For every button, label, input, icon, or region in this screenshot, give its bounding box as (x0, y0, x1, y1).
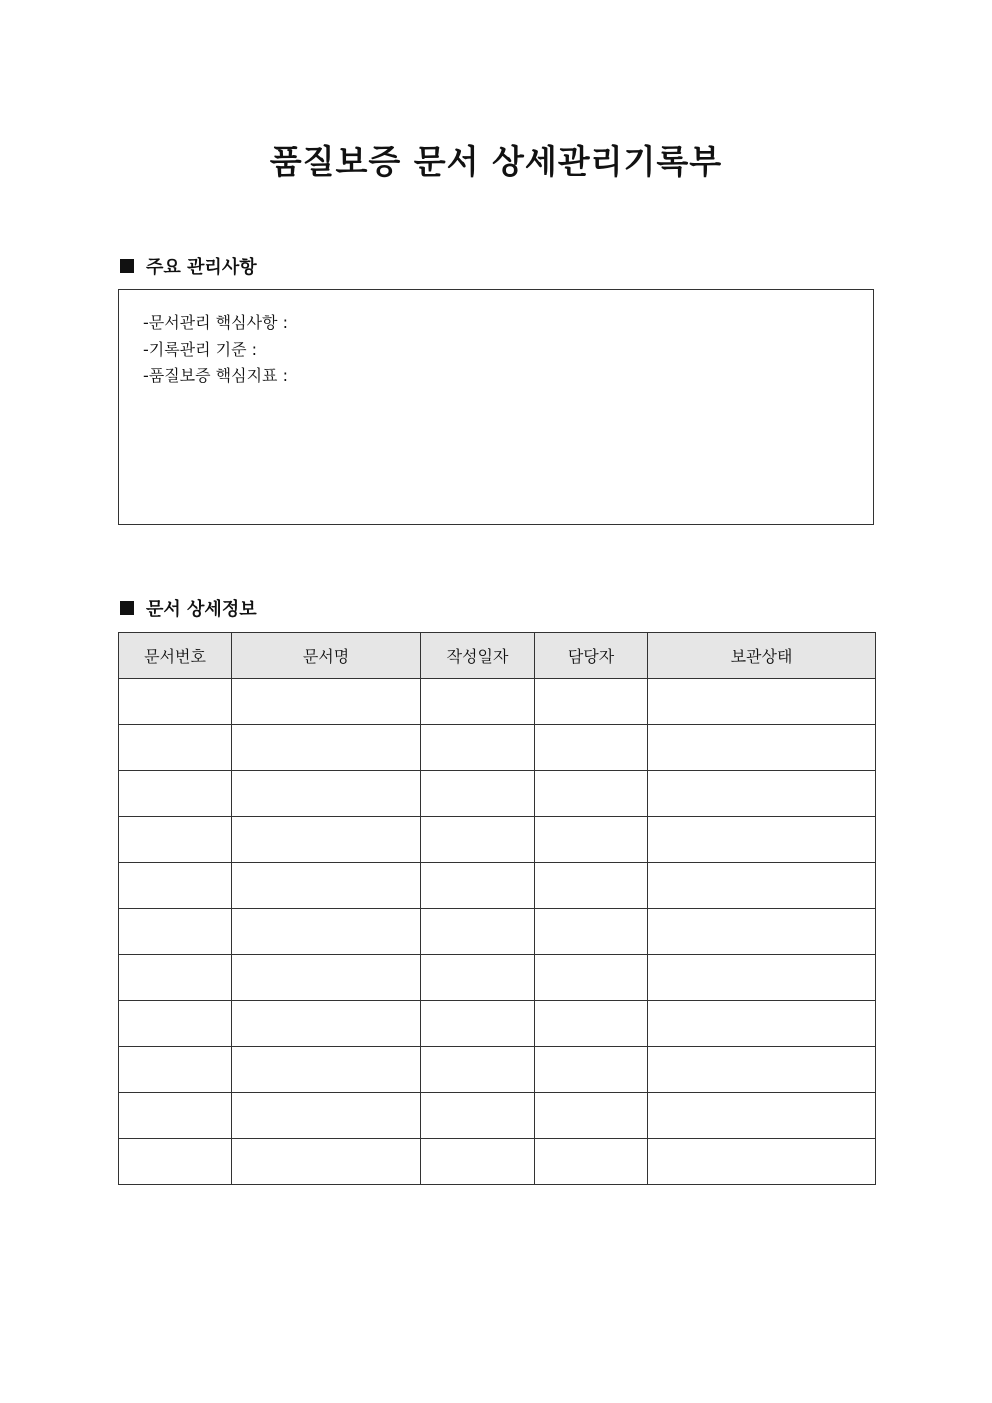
table-body (119, 679, 876, 1185)
table-cell[interactable] (648, 1139, 876, 1185)
table-cell[interactable] (119, 1093, 232, 1139)
page-title: 품질보증 문서 상세관리기록부 (269, 142, 723, 181)
table-cell[interactable] (232, 1047, 421, 1093)
table-cell[interactable] (648, 771, 876, 817)
table-cell[interactable] (232, 679, 421, 725)
table-cell[interactable] (648, 1001, 876, 1047)
table-row (119, 1139, 876, 1185)
table-cell[interactable] (535, 955, 648, 1001)
table-cell[interactable] (421, 725, 535, 771)
table-cell[interactable] (119, 1001, 232, 1047)
table-cell[interactable] (648, 725, 876, 771)
table-cell[interactable] (535, 771, 648, 817)
table-cell[interactable] (421, 909, 535, 955)
column-header-owner: 담당자 (535, 633, 648, 679)
key-line-document-management: -문서관리 핵심사항 : (143, 313, 288, 332)
table-row (119, 955, 876, 1001)
table-cell[interactable] (421, 863, 535, 909)
table-cell[interactable] (421, 1139, 535, 1185)
table-cell[interactable] (421, 817, 535, 863)
table-row (119, 1001, 876, 1047)
table-cell[interactable] (232, 1139, 421, 1185)
table-cell[interactable] (421, 1001, 535, 1047)
table-cell[interactable] (119, 679, 232, 725)
table-cell[interactable] (119, 725, 232, 771)
table-cell[interactable] (535, 1047, 648, 1093)
table-row (119, 725, 876, 771)
table-cell[interactable] (119, 955, 232, 1001)
table-cell[interactable] (421, 771, 535, 817)
table-cell[interactable] (119, 863, 232, 909)
key-line-record-criteria: -기록관리 기준 : (143, 339, 258, 359)
table-cell[interactable] (535, 679, 648, 725)
square-bullet-icon (120, 259, 134, 273)
table-cell[interactable] (232, 909, 421, 955)
table-row (119, 679, 876, 725)
detail-section-heading (120, 595, 257, 621)
table-cell[interactable] (232, 1001, 421, 1047)
table-cell[interactable] (535, 725, 648, 771)
table-row (119, 863, 876, 909)
key-line-qa-indicators: -품질보증 핵심지표 : (143, 366, 288, 385)
document-detail-table (118, 632, 876, 1185)
key-items-box[interactable] (118, 289, 874, 525)
table-cell[interactable] (535, 1093, 648, 1139)
column-header-created-date: 작성일자 (421, 633, 535, 679)
table-cell[interactable] (119, 1047, 232, 1093)
table-cell[interactable] (535, 863, 648, 909)
column-header-doc-name: 문서명 (232, 633, 421, 679)
table-cell[interactable] (421, 1047, 535, 1093)
table-cell[interactable] (232, 725, 421, 771)
table-cell[interactable] (648, 955, 876, 1001)
table-cell[interactable] (648, 863, 876, 909)
table-cell[interactable] (648, 817, 876, 863)
key-section-heading-label: 주요 관리사항 (146, 257, 257, 278)
table-row (119, 1093, 876, 1139)
table-row (119, 1047, 876, 1093)
table-cell[interactable] (535, 1139, 648, 1185)
table-cell[interactable] (421, 679, 535, 725)
table-cell[interactable] (232, 955, 421, 1001)
table-cell[interactable] (535, 817, 648, 863)
table-cell[interactable] (535, 909, 648, 955)
square-bullet-icon (120, 601, 134, 615)
table-cell[interactable] (421, 955, 535, 1001)
column-header-storage-status: 보관상태 (648, 633, 876, 679)
table-header-row (119, 633, 876, 679)
table-cell[interactable] (648, 1093, 876, 1139)
table-cell[interactable] (119, 1139, 232, 1185)
column-header-doc-number: 문서번호 (119, 633, 232, 679)
table-cell[interactable] (119, 909, 232, 955)
table-cell[interactable] (232, 863, 421, 909)
table-cell[interactable] (648, 679, 876, 725)
table-cell[interactable] (119, 771, 232, 817)
table-cell[interactable] (421, 1093, 535, 1139)
table-row (119, 771, 876, 817)
table-cell[interactable] (535, 1001, 648, 1047)
key-section-heading (120, 253, 257, 279)
table-cell[interactable] (119, 817, 232, 863)
table-cell[interactable] (232, 817, 421, 863)
table-row (119, 909, 876, 955)
table-cell[interactable] (232, 771, 421, 817)
table-cell[interactable] (648, 1047, 876, 1093)
table-row (119, 817, 876, 863)
table-cell[interactable] (232, 1093, 421, 1139)
table-cell[interactable] (648, 909, 876, 955)
detail-section-heading-label: 문서 상세정보 (146, 599, 257, 620)
